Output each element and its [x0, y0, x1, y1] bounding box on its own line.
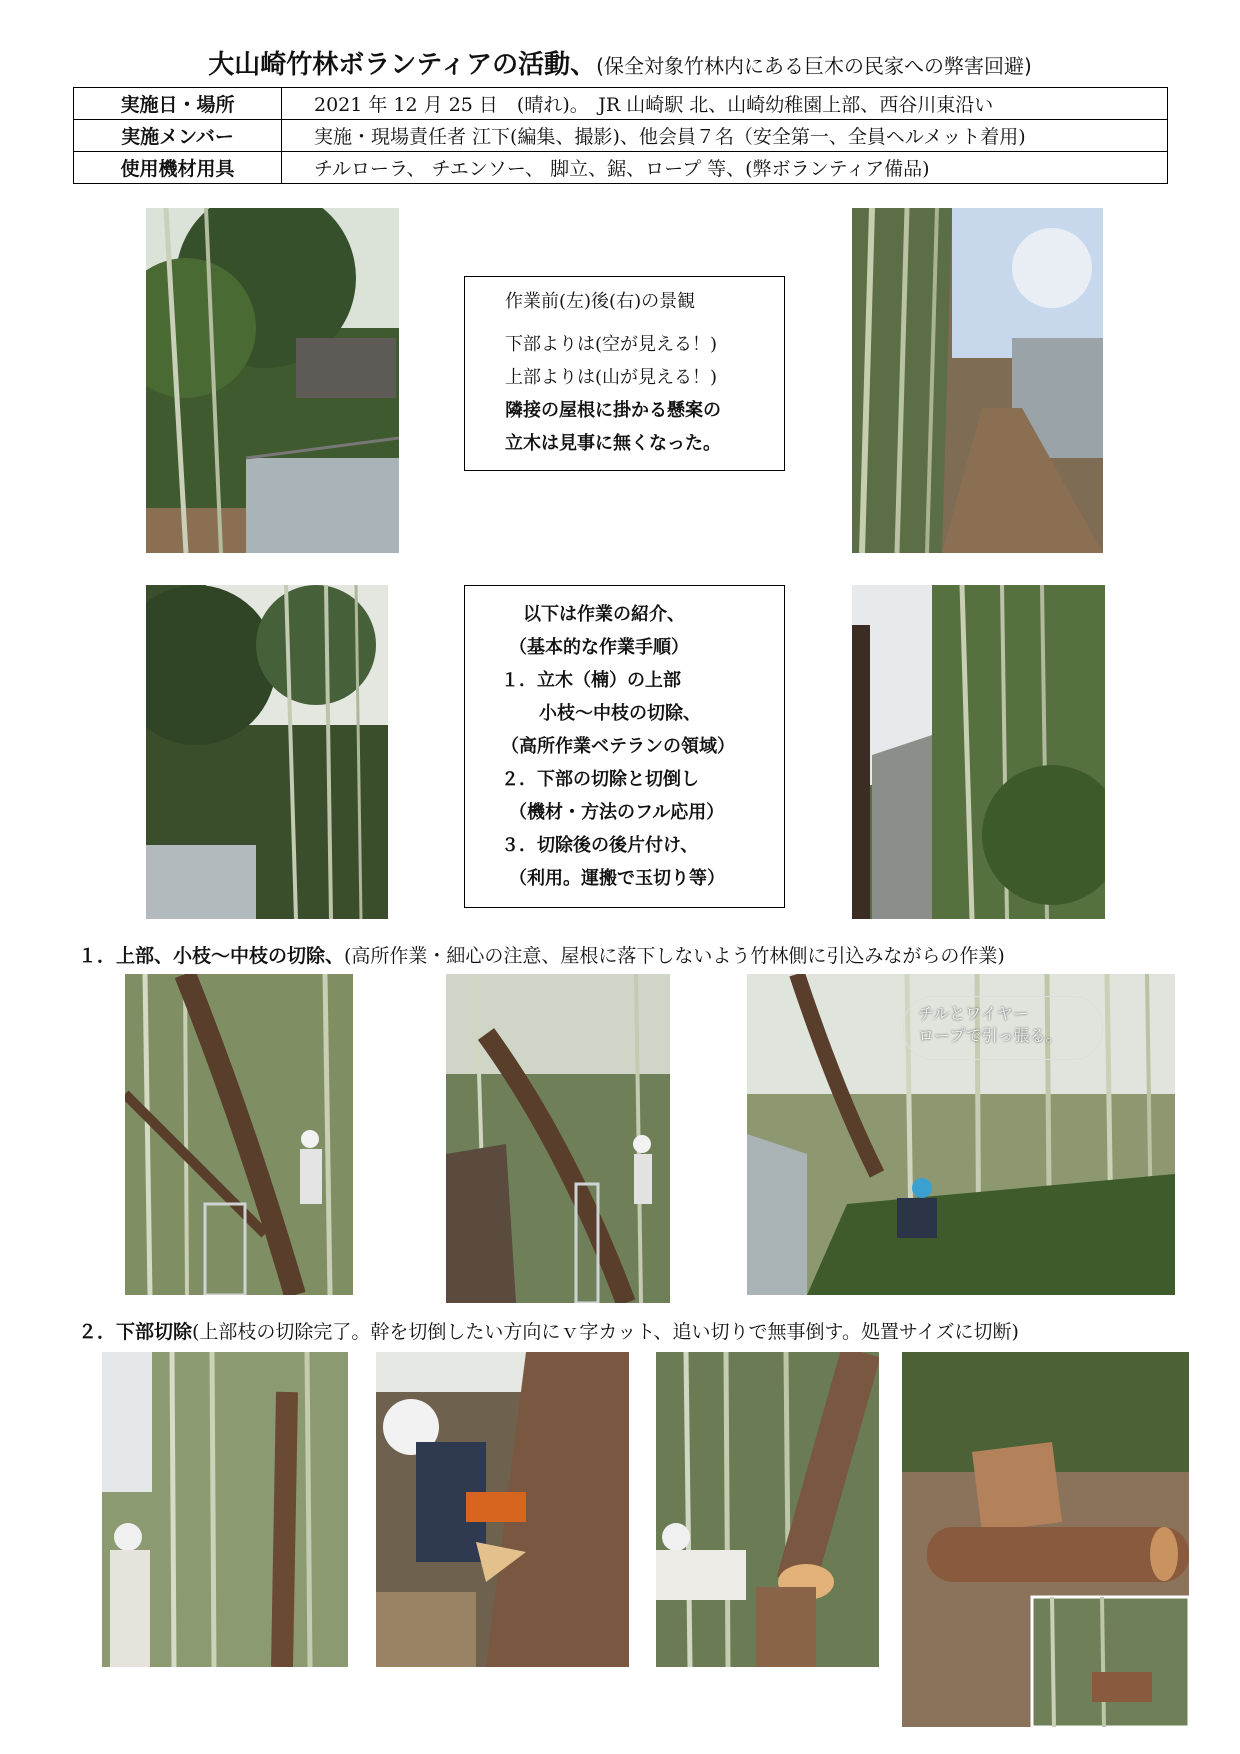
section-2-head: ２．下部切除 [78, 1321, 193, 1343]
table-row [74, 120, 1168, 152]
photo-after-top [852, 585, 1105, 919]
note-line: １．立木（楠）の上部 [501, 670, 681, 691]
note-line: （利用。運搬で玉切り等） [509, 868, 725, 889]
section-1-caption [78, 941, 1005, 968]
photo-v-cut [656, 1352, 879, 1667]
callout-line: チルとワイヤー [918, 1004, 1029, 1023]
info-key-members: 実施メンバー [74, 120, 282, 152]
photo-before-top [146, 585, 388, 919]
note-line: 以下は作業の紹介、 [523, 604, 685, 625]
photo-climbing-1 [125, 974, 353, 1295]
info-value-equipment: チルローラ、 チエンソー、 脚立、鋸、ロープ 等、(弊ボランティア備品) [282, 152, 1168, 184]
table-row [74, 88, 1168, 120]
callout-bubble [903, 996, 1103, 1060]
section-2-detail: (上部枝の切除完了。幹を切倒したい方向にｖ字カット、追い切りで無事倒す。処置サイズに切断) [192, 1321, 1019, 1343]
info-value-members: 実施・現場責任者 江下(編集、撮影)、他会員７名（安全第一、全員ヘルメット着用) [282, 120, 1168, 152]
note-line: 作業前(左)後(右)の景観 [505, 291, 696, 312]
title-main: 大山崎竹林ボランティアの活動、 [208, 50, 597, 80]
info-key-date: 実施日・場所 [74, 88, 282, 120]
note-line: （機材・方法のフル応用） [509, 802, 725, 823]
section-1-detail: (高所作業・細心の注意、屋根に落下しないよう竹林側に引込みながらの作業) [344, 945, 1005, 967]
note-line-bold: 立木は見事に無くなった。 [505, 433, 721, 454]
photo-climbing-2 [446, 974, 670, 1303]
info-table [73, 87, 1168, 184]
note-line: （基本的な作業手順） [509, 637, 689, 658]
note-procedure [464, 585, 785, 908]
page-title [0, 44, 1240, 81]
info-key-equipment: 使用機材用具 [74, 152, 282, 184]
note-before-after [464, 276, 785, 471]
section-2-caption [78, 1317, 1019, 1344]
table-row [74, 152, 1168, 184]
note-line: （高所作業ベテランの領域） [501, 736, 735, 757]
note-line: ２．下部の切除と切倒し [501, 769, 699, 790]
photo-cut-logs [902, 1352, 1189, 1727]
section-1-head: １．上部、小枝～中枝の切除、 [78, 945, 345, 967]
info-value-date: 2021 年 12 月 25 日 (晴れ)。 JR 山崎駅 北、山崎幼稚園上部、西谷川東沿い [282, 88, 1168, 120]
photo-after-bottom [852, 208, 1103, 553]
note-line: 下部よりは(空が見える！) [505, 334, 718, 355]
note-line-bold: 隣接の屋根に掛かる懸案の [505, 400, 721, 421]
photo-trunk-standing [102, 1352, 348, 1667]
note-line: ３．切除後の後片付け、 [501, 835, 699, 856]
note-line: 上部よりは(山が見える！) [505, 367, 718, 388]
photo-before-bottom [146, 208, 399, 553]
note-line: 小枝～中枝の切除、 [521, 703, 701, 724]
photo-chainsaw-cut [376, 1352, 629, 1667]
callout-line: ロープで引っ張る。 [918, 1026, 1062, 1045]
title-sub: (保全対象竹林内にある巨木の民家への弊害回避) [596, 54, 1032, 78]
